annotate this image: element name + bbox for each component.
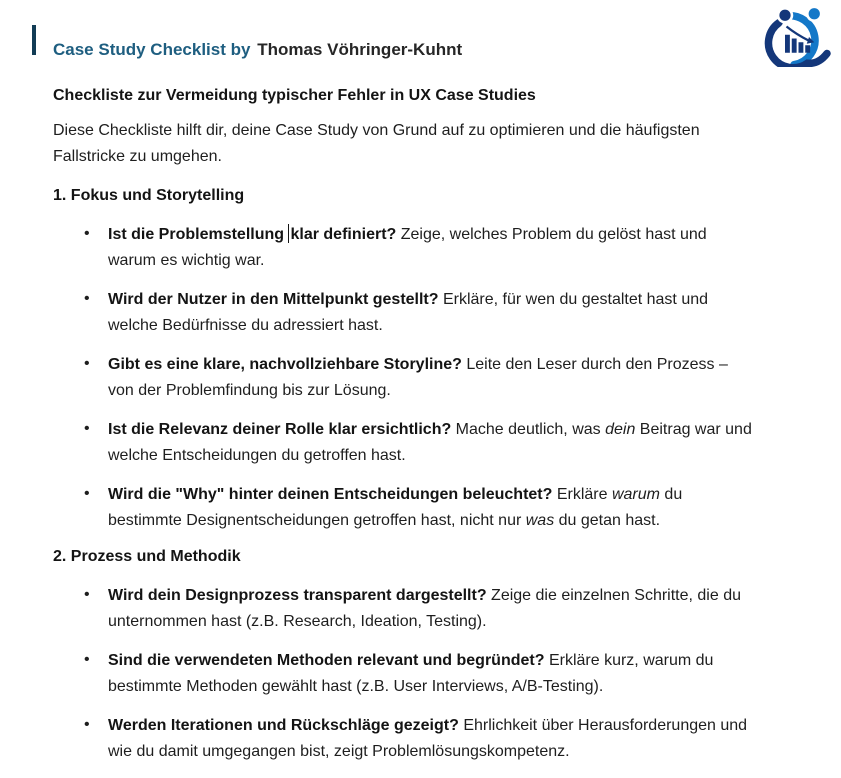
item-text: Mache deutlich, was [451,421,606,438]
item-question: Wird der Nutzer in den Mittelpunkt gestellt? [108,291,439,308]
checklist [53,222,765,534]
page-title-main: Case Study Checklist by [53,40,251,60]
item-text: Erkläre, für wen du gestaltet hast und welche Bedürfnisse du adressiert hast. [108,291,709,334]
item-text: dein [605,421,636,438]
item-question: Ist die Relevanz deiner Rolle klar ersichtlich? [108,421,452,438]
item-text: du bestimmte Designentscheidungen getroffen hast, nicht nur [108,486,683,529]
item-text: Erkläre [552,486,612,503]
item-text: warum [611,486,660,503]
logo-bar-1 [785,35,790,53]
item-question: klar definiert? [290,226,397,243]
checklist-item [108,648,753,700]
checklist-item [108,287,753,339]
item-question: Gibt es eine klare, nachvollziehbare Storyline? [108,356,462,373]
logo-bar-4 [805,45,810,53]
section-heading: 2. Prozess und Methodik [53,548,241,565]
item-question: Wird dein Designprozess transparent dargestellt? [108,587,487,604]
item-text: Zeige die einzelnen Schritte, die du unternommen hast (z.B. Research, Ideation, Testing). [108,587,741,630]
checklist [53,583,765,765]
checklist-item [108,222,753,274]
item-text: was [525,512,555,529]
page-title [53,40,462,60]
item-question: Werden Iterationen und Rückschläge gezeigt? [108,717,459,734]
checklist-item [108,352,753,404]
page-title-author: Thomas Vöhringer-Kuhnt [257,40,463,60]
item-text: Zeige, welches Problem du gelöst hast und warum es wichtig war. [108,226,707,269]
title-accent-bar [32,25,36,55]
item-question: Ist die Problemstellung [108,226,289,243]
people-analytics-logo-icon [762,7,838,67]
logo-svg [762,7,838,67]
item-text: Beitrag war und welche Entscheidungen du getroffen hast. [108,421,752,464]
intro-paragraph: Diese Checkliste hilft dir, deine Case Study von Grund auf zu optimieren und die häufigsten Fallstricke zu umgehen. [53,122,700,165]
checklist-item [108,583,753,635]
item-text: du getan hast. [554,512,661,529]
item-text: Erkläre kurz, warum du bestimmte Methoden gewählt hast (z.B. User Interviews, A/B-Testing). [108,652,714,695]
logo-bar-chart [785,35,810,53]
document-content[interactable] [53,86,765,778]
checklist-item [108,482,753,534]
logo-head-dark [779,10,790,21]
logo-head-light [809,8,820,19]
item-question: Wird die "Why" hinter deinen Entscheidungen beleuchtet? [108,486,553,503]
sections-container [53,186,765,765]
item-text: Ehrlichkeit über Herausforderungen und wie du damit umgegangen bist, zeigt Problemlösungskompetenz. [108,717,748,760]
section-heading: 1. Fokus und Storytelling [53,187,245,204]
document-heading: Checkliste zur Vermeidung typischer Fehler in UX Case Studies [53,87,536,104]
logo-bar-2 [792,39,797,53]
checklist-item [108,417,753,469]
item-question: Sind die verwendeten Methoden relevant und begründet? [108,652,545,669]
checklist-item [108,713,753,765]
logo-bar-3 [799,42,804,53]
item-text: Leite den Leser durch den Prozess – von der Problemfindung bis zur Lösung. [108,356,728,399]
